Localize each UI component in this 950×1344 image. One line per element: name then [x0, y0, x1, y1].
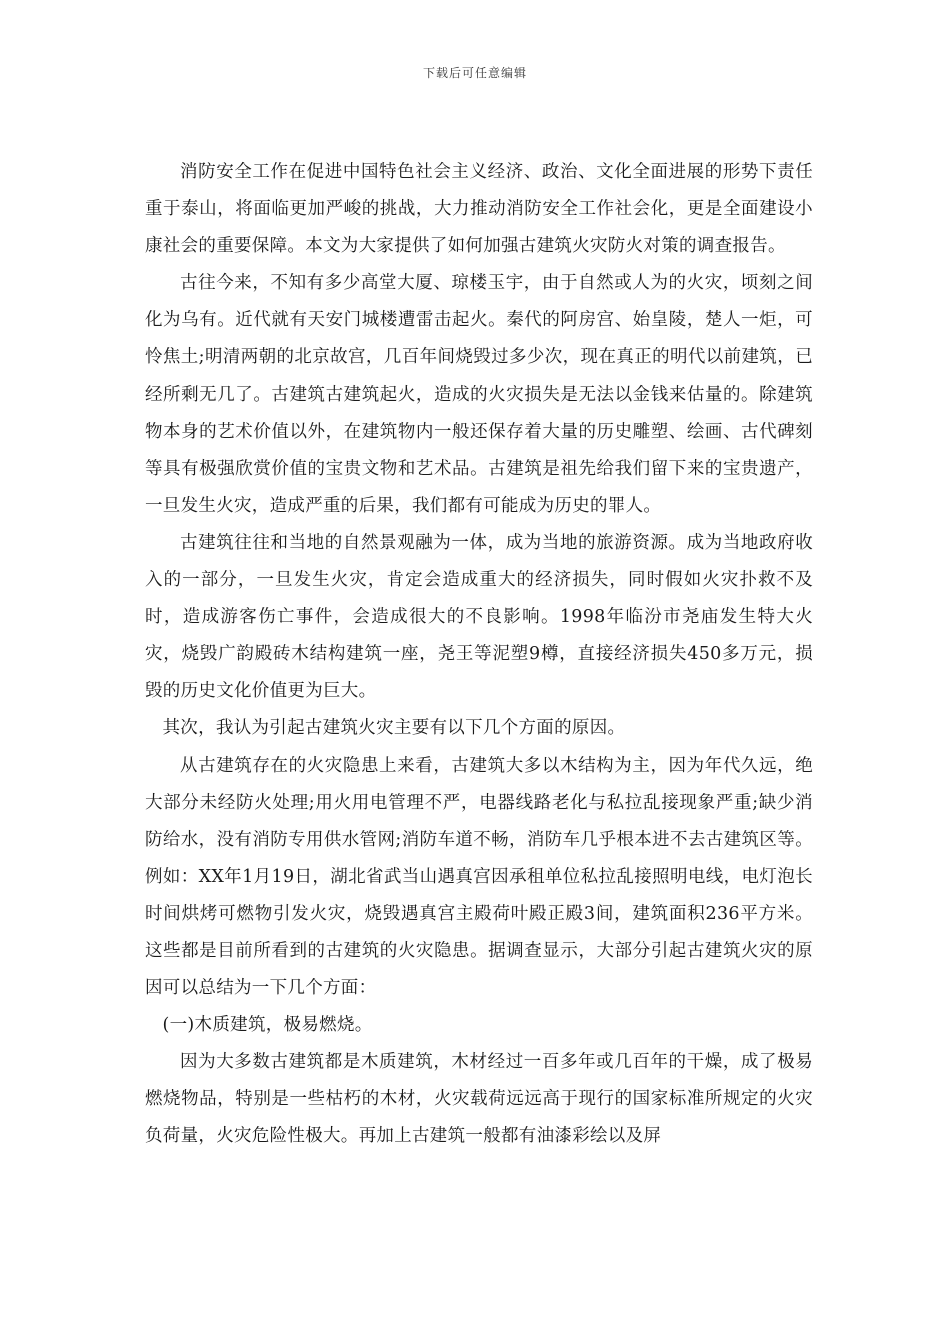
paragraph-history: 古往今来，不知有多少高堂大厦、琼楼玉宇，由于自然或人为的火灾，顷刻之间化为乌有。近代就有天安门城楼遭雷击起火。秦代的阿房宫、始皇陵，楚人一炬，可怜焦土;明清两朝的北京故宫，几百年间烧毁过多少次，现在真正的明代以前建筑，已经所剩无几了。古建筑古建筑起火，造成的火灾损失是无法以金钱来估量的。除建筑物本身的艺术价值以外，在建筑物内一般还保存着大量的历史雕塑、绘画、古代碑刻等具有极强欣赏价值的宝贵文物和艺术品。古建筑是祖先给我们留下来的宝贵遗产，一旦发生火灾，造成严重的后果，我们都有可能成为历史的罪人。 — [145, 273, 813, 516]
paragraph-wood-detail: 因为大多数古建筑都是木质建筑，木材经过一百多年或几百年的干燥，成了极易燃烧物品，特别是一些枯朽的木材，火灾载荷远远高于现行的国家标准所规定的火灾负荷量，火灾危险性极大。再加上古建筑一般都有油漆彩绘以及屏 — [145, 1052, 813, 1147]
paragraph-heading-wood: (一)木质建筑，极易燃烧。 — [162, 1015, 373, 1036]
paragraph-intro: 消防安全工作在促进中国特色社会主义经济、政治、文化全面进展的形势下责任重于泰山，将面临更加严峻的挑战，大力推动消防安全工作社会化，更是全面建设小康社会的重要保障。本文为大家提供了如何加强古建筑火灾防火对策的调查报告。 — [145, 162, 813, 257]
paragraph-causes-intro: 其次，我认为引起古建筑火灾主要有以下几个方面的原因。 — [162, 718, 626, 739]
paragraph-tourism: 古建筑往往和当地的自然景观融为一体，成为当地的旅游资源。成为当地政府收入的一部分，一旦发生火灾，肯定会造成重大的经济损失，同时假如火灾扑救不及时，造成游客伤亡事件，会造成很大的不良影响。1998年临汾市尧庙发生特大火灾，烧毁广韵殿砖木结构建筑一座，尧王等泥塑9樽，直接经济损失450多万元，损毁的历史文化价值更为巨大。 — [145, 532, 813, 702]
page-header-note: 下载后可任意编辑 — [422, 66, 527, 80]
document-body — [145, 154, 813, 1156]
paragraph-hazards: 从古建筑存在的火灾隐患上来看，古建筑大多以木结构为主，因为年代久远，绝大部分未经防火处理;用火用电管理不严，电器线路老化与私拉乱接现象严重;缺少消防给水，没有消防专用供水管网;消防车道不畅，消防车几乎根本进不去古建筑区等。例如：XX年1月19日，湖北省武当山遇真宫因承租单位私拉乱接照明电线，电灯泡长时间烘烤可燃物引发火灾，烧毁遇真宫主殿荷叶殿正殿3间，建筑面积236平方米。这些都是目前所看到的古建筑的火灾隐患。据调查显示，大部分引起古建筑火灾的原因可以总结为一下几个方面： — [145, 755, 813, 999]
